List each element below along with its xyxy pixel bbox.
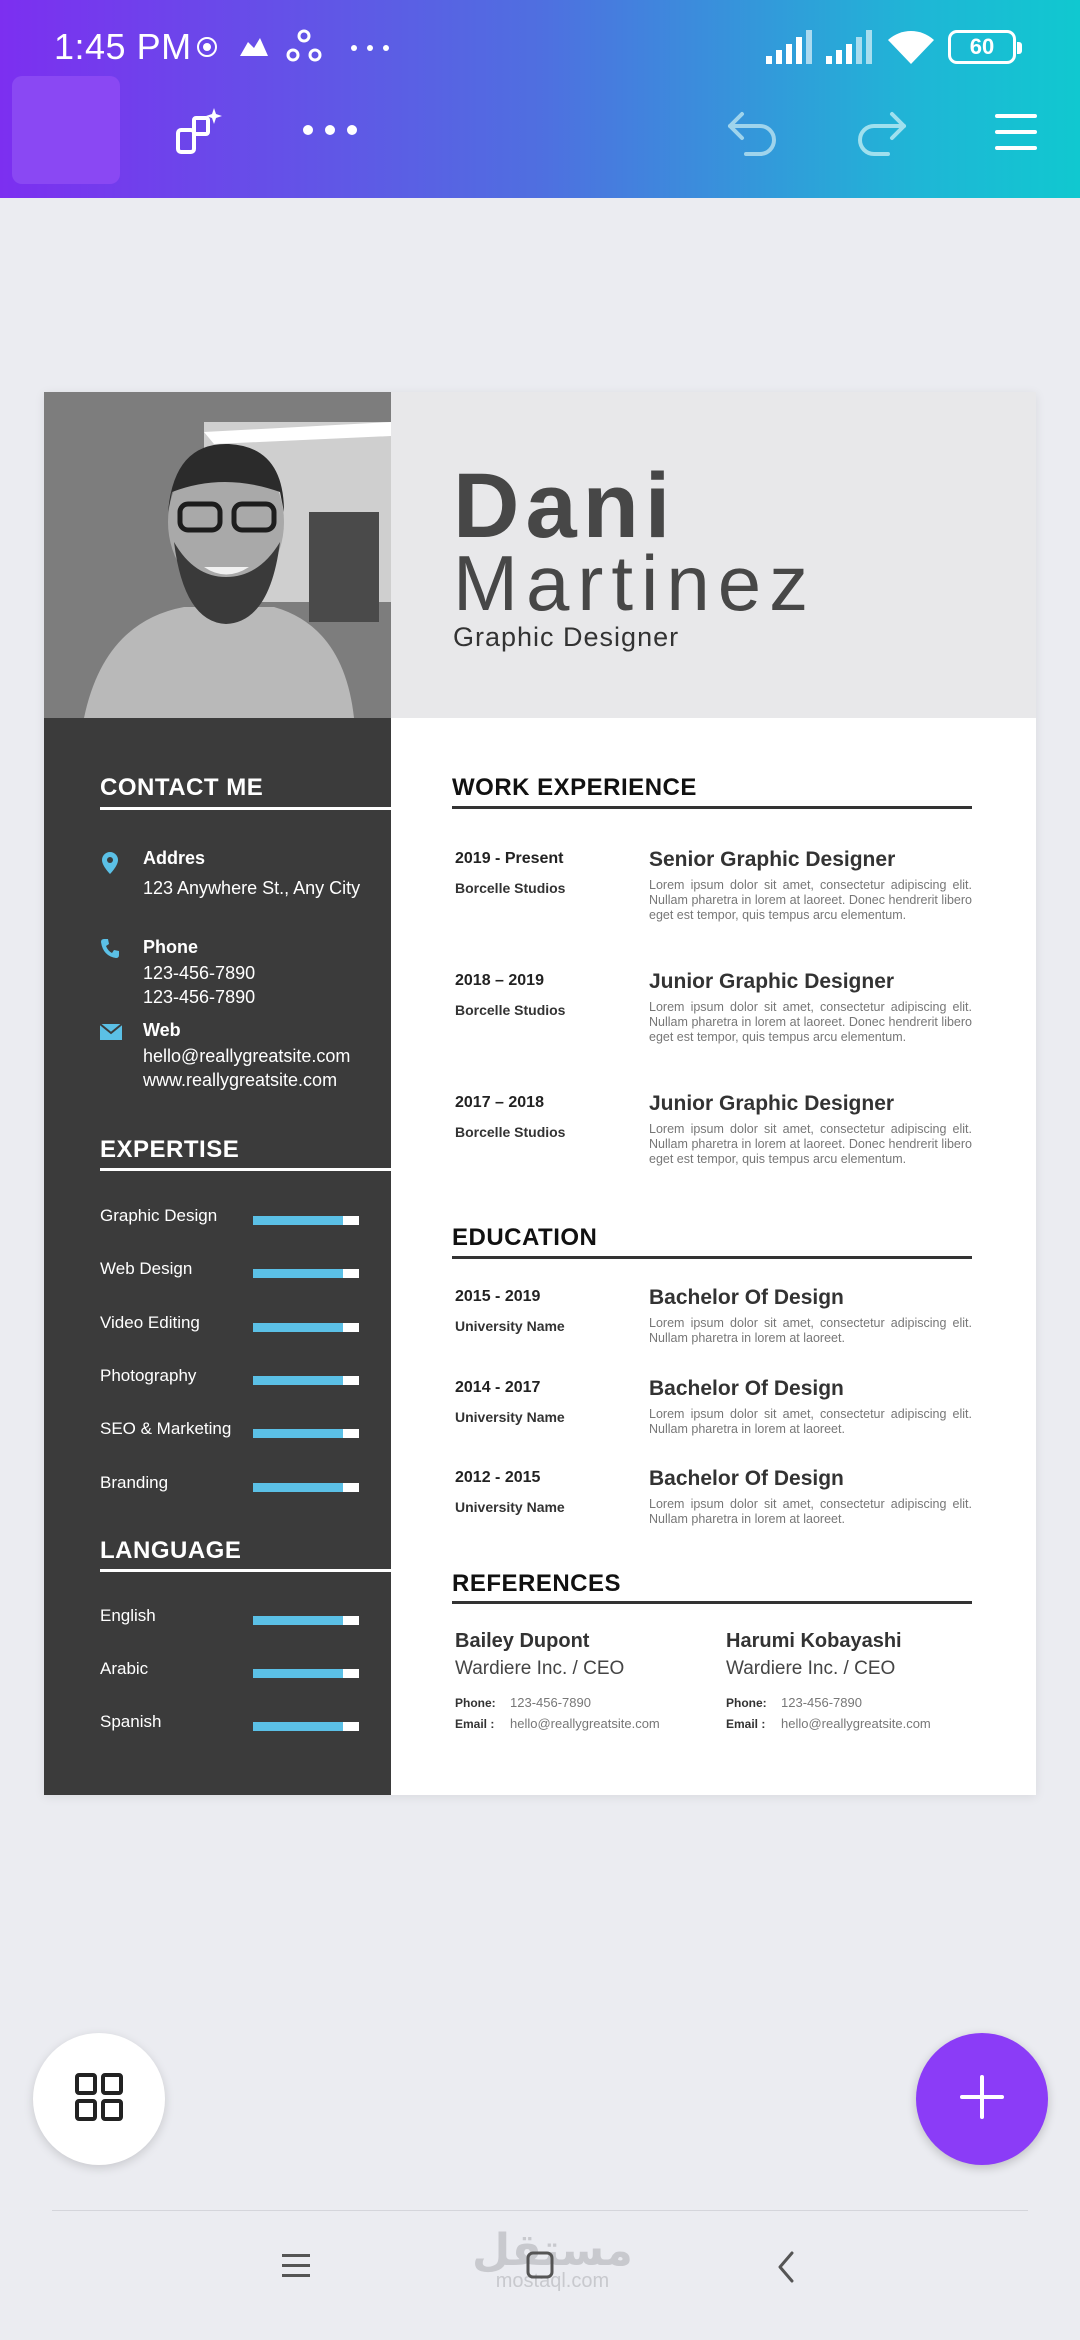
plus-icon: [958, 2073, 1006, 2126]
status-time: 1:45 PM: [54, 26, 192, 67]
share-notification-icon: [286, 28, 322, 64]
more-options-button[interactable]: [294, 110, 366, 150]
language-name: Spanish: [100, 1712, 162, 1731]
job-title[interactable]: Graphic Designer: [453, 622, 680, 652]
pages-grid-button[interactable]: [33, 2033, 165, 2165]
education-description: Lorem ipsum dolor sit amet, consectetur adipiscing elit. Nullam pharetra in lorem at laoreet.: [649, 1497, 972, 1526]
education-school: University Name: [455, 1499, 565, 1515]
education-divider: [452, 1256, 972, 1259]
skill-name: Branding: [100, 1473, 169, 1492]
references-heading: REFERENCES: [452, 1570, 622, 1597]
battery-indicator: 60: [948, 30, 1016, 64]
reference-email: hello@reallygreatsite.com: [510, 1716, 660, 1731]
language-item: [100, 1712, 365, 1738]
magic-resize-button[interactable]: [160, 102, 236, 162]
education-description: Lorem ipsum dolor sit amet, consectetur adipiscing elit. Nullam pharetra in lorem at laoreet.: [649, 1407, 972, 1436]
address-value: 123 Anywhere St., Any City: [143, 878, 361, 898]
reference-company: Wardiere Inc. / CEO: [726, 1658, 896, 1679]
education-school: University Name: [455, 1409, 565, 1425]
language-name: English: [100, 1606, 156, 1625]
home-button[interactable]: [12, 76, 120, 184]
redo-icon: [854, 108, 910, 156]
address-label: Addres: [143, 848, 206, 868]
grid-icon: [75, 2073, 123, 2126]
work-experience-heading: WORK EXPERIENCE: [452, 774, 697, 801]
cloud-notification-icon: [236, 32, 272, 60]
skill-bar-fill: [253, 1216, 343, 1225]
app-top-bar: [0, 0, 1080, 198]
skill-name: Graphic Design: [100, 1206, 218, 1225]
work-role: Senior Graphic Designer: [649, 848, 896, 871]
work-years: 2017 – 2018: [455, 1094, 544, 1111]
phone-label: Phone: [143, 937, 199, 957]
reference-phone-label: Phone:: [455, 1696, 496, 1710]
education-degree: Bachelor Of Design: [649, 1377, 844, 1400]
resume-sidebar: [44, 392, 391, 1795]
reference-phone: 123-456-7890: [510, 1695, 591, 1710]
main-menu-button[interactable]: [980, 102, 1052, 162]
skill-bar-fill: [253, 1429, 343, 1438]
editor-toolbar: [0, 72, 1080, 192]
skill-bar: [253, 1376, 359, 1385]
redo-button[interactable]: [846, 102, 918, 162]
expertise-heading: EXPERTISE: [100, 1136, 240, 1163]
last-name[interactable]: Martinez: [453, 539, 817, 627]
home-nav-button[interactable]: [526, 2251, 554, 2284]
language-bar: [253, 1616, 359, 1625]
education-description: Lorem ipsum dolor sit amet, consectetur adipiscing elit. Nullam pharetra in lorem at laoreet.: [649, 1316, 972, 1345]
skill-name: Web Design: [100, 1259, 193, 1278]
website-value: www.reallygreatsite.com: [143, 1070, 338, 1090]
more-horizontal-icon: [302, 124, 358, 136]
skill-bar-fill: [253, 1269, 343, 1278]
skill-bar: [253, 1483, 359, 1492]
undo-icon: [724, 108, 780, 156]
name-header: [391, 392, 1036, 718]
phone-icon: [100, 938, 122, 962]
reference-name: Bailey Dupont: [455, 1630, 590, 1652]
language-bar-fill: [253, 1722, 343, 1731]
back-nav-button[interactable]: [776, 2251, 796, 2288]
work-years: 2018 – 2019: [455, 972, 544, 989]
language-bar: [253, 1722, 359, 1731]
education-years: 2012 - 2015: [455, 1469, 541, 1486]
reference-email-label: Email :: [726, 1717, 766, 1731]
contact-heading: CONTACT ME: [100, 774, 264, 801]
skill-item: [100, 1259, 365, 1285]
add-element-button[interactable]: [916, 2033, 1048, 2165]
reference-email-label: Email :: [455, 1717, 495, 1731]
reference-email: hello@reallygreatsite.com: [781, 1716, 931, 1731]
skill-item: [100, 1313, 365, 1339]
expertise-divider: [100, 1168, 391, 1171]
signal-1-icon: [766, 30, 814, 64]
work-role: Junior Graphic Designer: [649, 970, 895, 993]
language-name: Arabic: [100, 1659, 149, 1678]
work-description: Lorem ipsum dolor sit amet, consectetur adipiscing elit. Nullam pharetra in lorem at laoreet. Donec hendrerit libero eget est tempor, quis tempus arcu elementum.: [649, 878, 972, 922]
app-notification-icon: [196, 36, 218, 58]
skill-bar-fill: [253, 1323, 343, 1332]
system-nav-bar: [0, 2211, 1080, 2340]
skill-bar-fill: [253, 1376, 343, 1385]
skill-item: [100, 1473, 365, 1499]
language-bar-fill: [253, 1669, 343, 1678]
skill-name: SEO & Marketing: [100, 1419, 232, 1438]
contact-divider: [100, 807, 391, 810]
signal-2-icon: [826, 30, 874, 64]
reference-phone-label: Phone:: [726, 1696, 767, 1710]
web-label: Web: [143, 1020, 181, 1040]
reference-phone: 123-456-7890: [781, 1695, 862, 1710]
education-heading: EDUCATION: [452, 1224, 598, 1251]
hamburger-menu-icon: [995, 112, 1037, 152]
language-bar-fill: [253, 1616, 343, 1625]
work-description: Lorem ipsum dolor sit amet, consectetur adipiscing elit. Nullam pharetra in lorem at laoreet. Donec hendrerit libero eget est tempor, quis tempus arcu elementum.: [649, 1122, 972, 1166]
phone-value-2: 123-456-7890: [143, 987, 256, 1007]
reference-name: Harumi Kobayashi: [726, 1630, 902, 1652]
education-years: 2014 - 2017: [455, 1379, 541, 1396]
location-pin-icon: [100, 852, 122, 876]
skill-bar: [253, 1216, 359, 1225]
email-value: hello@reallygreatsite.com: [143, 1046, 351, 1066]
skill-bar: [253, 1429, 359, 1438]
language-item: [100, 1659, 365, 1685]
language-heading: LANGUAGE: [100, 1537, 242, 1564]
skill-bar: [253, 1269, 359, 1278]
skill-bar: [253, 1323, 359, 1332]
skill-item: [100, 1366, 365, 1392]
skill-item: [100, 1419, 365, 1445]
work-years: 2019 - Present: [455, 850, 564, 867]
profile-photo[interactable]: [44, 392, 391, 718]
wifi-icon: [888, 30, 934, 64]
mail-icon: [100, 1024, 122, 1048]
watermark-arabic: مستقل: [472, 2226, 633, 2275]
more-notifications-icon: [350, 44, 390, 52]
skill-name: Photography: [100, 1366, 197, 1385]
magic-resize-icon: [170, 104, 226, 160]
skill-item: [100, 1206, 365, 1232]
phone-value-1: 123-456-7890: [143, 963, 256, 983]
work-description: Lorem ipsum dolor sit amet, consectetur adipiscing elit. Nullam pharetra in lorem at laoreet. Donec hendrerit libero eget est tempor, quis tempus arcu elementum.: [649, 1000, 972, 1044]
recent-apps-button[interactable]: [282, 2251, 310, 2284]
work-company: Borcelle Studios: [455, 1002, 566, 1018]
language-item: [100, 1606, 365, 1632]
education-school: University Name: [455, 1318, 565, 1334]
education-degree: Bachelor Of Design: [649, 1467, 844, 1490]
language-bar: [253, 1669, 359, 1678]
watermark-latin: mostaql.com: [495, 2270, 610, 2292]
skill-name: Video Editing: [100, 1313, 200, 1332]
language-divider: [100, 1569, 391, 1572]
work-company: Borcelle Studios: [455, 1124, 566, 1140]
skill-bar-fill: [253, 1483, 343, 1492]
references-divider: [452, 1601, 972, 1604]
education-degree: Bachelor Of Design: [649, 1286, 844, 1309]
undo-button[interactable]: [716, 102, 788, 162]
first-name[interactable]: Dani: [453, 455, 677, 557]
education-years: 2015 - 2019: [455, 1288, 541, 1305]
work-role: Junior Graphic Designer: [649, 1092, 895, 1115]
work-divider: [452, 806, 972, 809]
work-company: Borcelle Studios: [455, 880, 566, 896]
reference-company: Wardiere Inc. / CEO: [455, 1658, 625, 1679]
design-canvas-page[interactable]: [44, 392, 1036, 1795]
